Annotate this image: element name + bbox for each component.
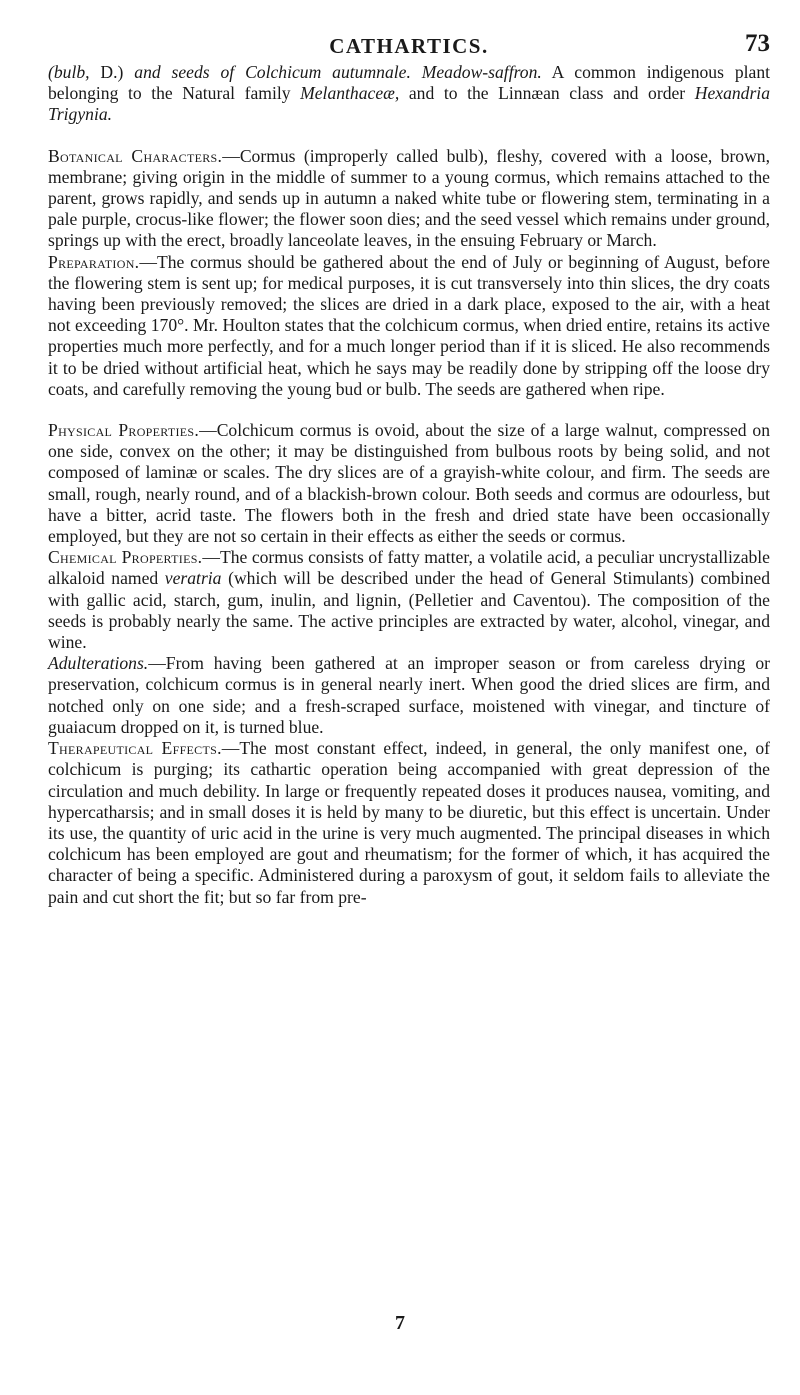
paragraph-chemical-properties [48,547,770,653]
body-text-run: —Colchicum cormus is ovoid, about the size of a large walnut, compressed on one side, convex on the other; it may be distinguished from bulbous roots by being solid, and not composed of laminæ or scales. The dry slices are of a grayish-white colour, and firm. The seeds are small, rough, nearly round, and of a blackish-brown colour. Both seeds and cormus are odourless, but have a bitter, acrid taste. The flowers both in the fresh and dried state have been occasionally employed, but they are not so certain in their effects as either the seeds or cormus. [48,420,770,547]
paragraph-adulterations [48,653,770,738]
italic-text: and seeds of Colchicum autumnale. Meadow-saffron. [134,62,542,82]
body-text-run: —The cormus should be gathered about the end of July or beginning of August, before the flowering stem is sent up; for medical purposes, it is cut transversely into thin slices, the dry coats having been previously removed; the slices are dried in a dark place, exposed to the air, with a heat not exceeding 170°. Mr. Houlton states that the colchicum cormus, when dried entire, retains its active properties much more perfectly, and for a much longer period than if it is sliced. He also recommends it to be dried without artificial heat, which he says may be readily done by stripping off the loose dry coats, and carefully removing the young bud or bulb. The seeds are gathered when ripe. [48,251,770,399]
body-text-run: —The cormus consists of fatty matter, a volatile acid, a peculiar uncrystallizable alkaloid named [48,547,770,589]
signature-mark: 7 [395,1312,405,1334]
italic-text: Hexandria Trigynia. [48,83,770,125]
running-title: CATHARTICS. [329,34,489,58]
body-text-run: —The most constant effect, indeed, in general, the only manifest one, of colchicum is purging; its cathartic operation being accompanied with great depression of the circulation and much debility. In large or frequently repeated doses it produces nausea, vomiting, and hypercatharsis; and in small doses it is held by many to be diuretic, but this effect is uncertain. Under its use, the quantity of uric acid in the urine is very much augmented. The principal diseases in which colchicum has been employed are gout and rheumatism; for the former of which, it has acquired the character of being a specific. Administered during a paroxysm of gout, it seldom fails to alleviate the pain and cut short the fit; but so far from pre- [48,738,770,907]
body-text-run: —Cormus (improperly called bulb), fleshy, covered with a loose, brown, membrane; giving origin in the middle of summer to a young cormus, which remains attached to the parent, grows rapidly, and sends up in autumn a naked white tube or flowering stem, terminating in a pale purple, crocus-like flower; the flower soon dies; and the seed vessel which remains under ground, springs up with the erect, broadly lanceolate leaves, in the ensuing February or March. [48,145,771,251]
italic-text: Adulterations. [48,653,149,674]
italic-text: veratria [164,568,222,589]
section-heading: Therapeutical Effects. [48,738,222,759]
page-number: 73 [745,30,770,57]
section-heading: Botanical Characters. [48,145,223,166]
body-text-run: (which will be described under the head of General Stimulants) combined with gallic acid, starch, gum, inulin, and lignin, (Pelletier and Caventou). The composition of the seeds is probably nearly the same. The active principles are extracted by water, alcohol, vinegar, and wine. [48,568,771,653]
italic-text: (bulb, [48,62,101,82]
paragraph-botanical-characters [48,146,770,252]
body-text-run: —From having been gathered at an improper season or from careless drying or preservation, colchicum cormus is in general nearly inert. When good the dried slices are firm, and notched only on one side; and a fresh-scraped surface, moistened with vinegar, and tincture of guaiacum dropped on it, is turned blue. [48,653,770,737]
section-heading: Preparation. [48,251,140,272]
body-text-run: and to the Linnæan class and order [399,83,695,104]
body-text [48,62,770,908]
paragraph-preparation [48,252,770,400]
section-heading: Physical Properties. [48,420,200,441]
paragraph-intro [48,62,770,126]
page-header [48,32,770,62]
paragraph-therapeutical-effects [48,738,770,908]
italic-text: Melanthaceæ, [300,83,400,104]
body-text-run: D.) [100,62,135,82]
body-text-run: A common indigenous plant belonging to the Natural family [48,62,770,104]
paragraph-physical-properties [48,420,770,547]
section-heading: Chemical Properties. [48,547,203,568]
